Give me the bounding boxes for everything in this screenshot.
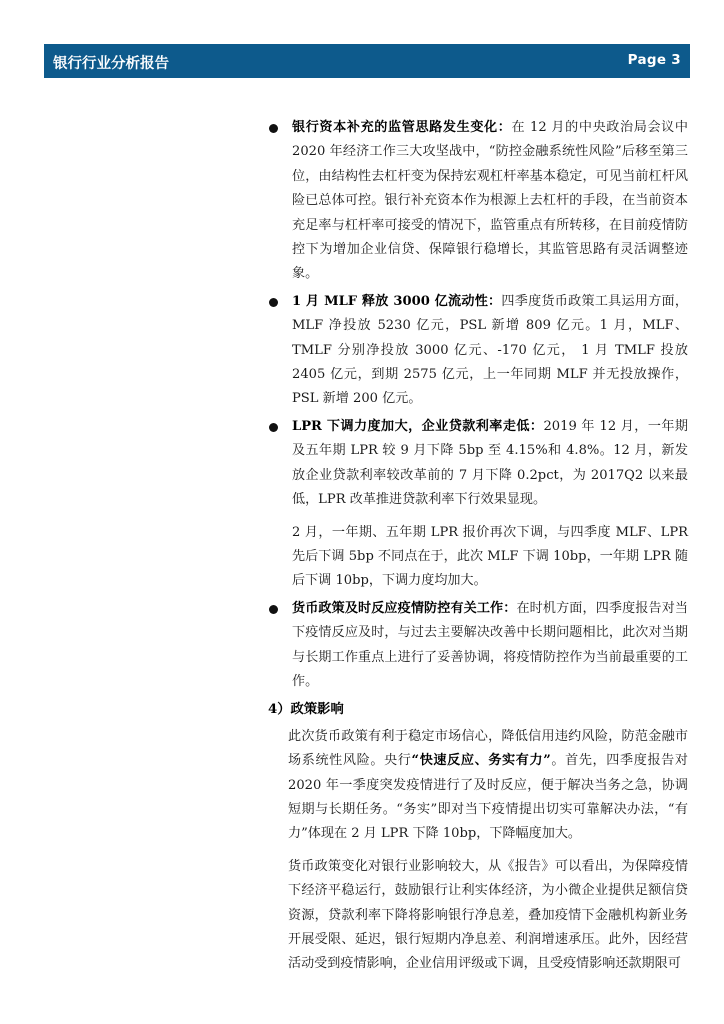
bullet-lead: 银行资本补充的监管思路发生变化： bbox=[292, 120, 512, 135]
section-body bbox=[268, 725, 688, 977]
bullet-paragraph bbox=[292, 290, 688, 412]
bullet-dot-icon bbox=[269, 605, 278, 614]
page-number: Page 3 bbox=[627, 52, 681, 68]
bullet-paragraph bbox=[292, 415, 688, 513]
section-emphasis: “快速反应、务实有力” bbox=[411, 753, 551, 769]
bullet-paragraph bbox=[292, 116, 688, 287]
bullet-text: 2019 年 12 月，一年期及五年期 LPR 较 9 月下降 5bp 至 4.15%和 4.8%。12 月，新发放企业贷款利率较改革前的 7 月下降 0.2pct，为 2017Q2 以来最低，LPR 改革推进贷款利率下行效果显现。 bbox=[292, 418, 688, 508]
section-paragraph: 货币政策变化对银行业影响较大，从《报告》可以看出，为保障疫情下经济平稳运行，鼓励银行让利实体经济，为小微企业提供足额信贷资源，贷款利率下降将影响银行净息差，叠加疫情下金融机构新业务开展受限、延迟，银行短期内净息差、利润增速承压。此外，因经营活动受到疫情影响，企业信用评级或下调，且受疫情影响还款期限可 bbox=[288, 858, 688, 972]
bullet-dot-icon bbox=[269, 423, 278, 432]
section-heading: 4）政策影响 bbox=[268, 702, 344, 718]
bullet-text: 在时机方面，四季度报告对当下疫情反应及时，与过去主要解决改善中长期问题相比，此次对当期与长期工作重点上进行了妥善协调，将疫情防控作为当前最重要的工作。 bbox=[292, 600, 689, 689]
bullet-item bbox=[268, 116, 688, 287]
bullet-text: 四季度货币政策工具运用方面，MLF 净投放 5230 亿元，PSL 新增 809 亿元。1 月，MLF、TMLF 分别净投放 3000 亿元、-170 亿元， 1 月 TMLF 投放 2405 亿元，到期 2575 亿元，上一年同期 MLF 并无投放操作，PSL 新增 200 亿元。 bbox=[292, 293, 688, 407]
bullet-extra-paragraph: 2 月，一年期、五年期 LPR 报价再次下调，与四季度 MLF、LPR 先后下调 5bp 不同点在于，此次 MLF 下调 10bp，一年期 LPR 随后下调 10bp，下调力度均加大。 bbox=[292, 524, 688, 589]
report-title: 银行行业分析报告 bbox=[53, 56, 169, 72]
bullet-dot-icon bbox=[269, 124, 278, 133]
bullet-lead: 1 月 MLF 释放 3000 亿流动性： bbox=[292, 293, 502, 309]
bullet-item bbox=[268, 415, 688, 594]
section-paragraph bbox=[288, 725, 688, 847]
bullet-lead: LPR 下调力度加大，企业贷款利率走低： bbox=[292, 418, 544, 434]
bullet-item bbox=[268, 597, 688, 695]
bullet-text: 在 12 月的中央政治局会议中 2020 年经济工作三大攻坚战中，“防控金融系统性风险”后移至第三位，由结构性去杠杆变为保持宏观杠杆率基本稳定，可见当前杠杆风险已总体可控。银行补充资本作为根源上去杠杆的手段，在当前资本充足率与杠杆率可接受的情况下，监管重点有所转移，在目前疫情防控下为增加企业信贷、保障银行稳增长，其监管思路有灵活调整迹象。 bbox=[292, 120, 688, 282]
report-header-bar bbox=[44, 44, 690, 78]
section-text: 。首先，四季度报告对 2020 年一季度突发疫情进行了及时反应，便于解决当务之急，协调短期与长期任务。“务实”即对当下疫情提出切实可靠解决办法，“有力”体现在 2 月 LPR 下降 10bp，下降幅度加大。 bbox=[288, 753, 688, 842]
bullet-paragraph bbox=[292, 597, 688, 695]
bullet-dot-icon bbox=[269, 298, 278, 307]
report-body bbox=[268, 116, 688, 985]
bullet-item bbox=[268, 290, 688, 412]
section-text: 此次货币政策有利于稳定市场信心，降低信用违约风险，防范金融市场系统性风险。央行 bbox=[288, 728, 688, 769]
bullet-lead: 货币政策及时反应疫情防控有关工作： bbox=[292, 600, 517, 616]
